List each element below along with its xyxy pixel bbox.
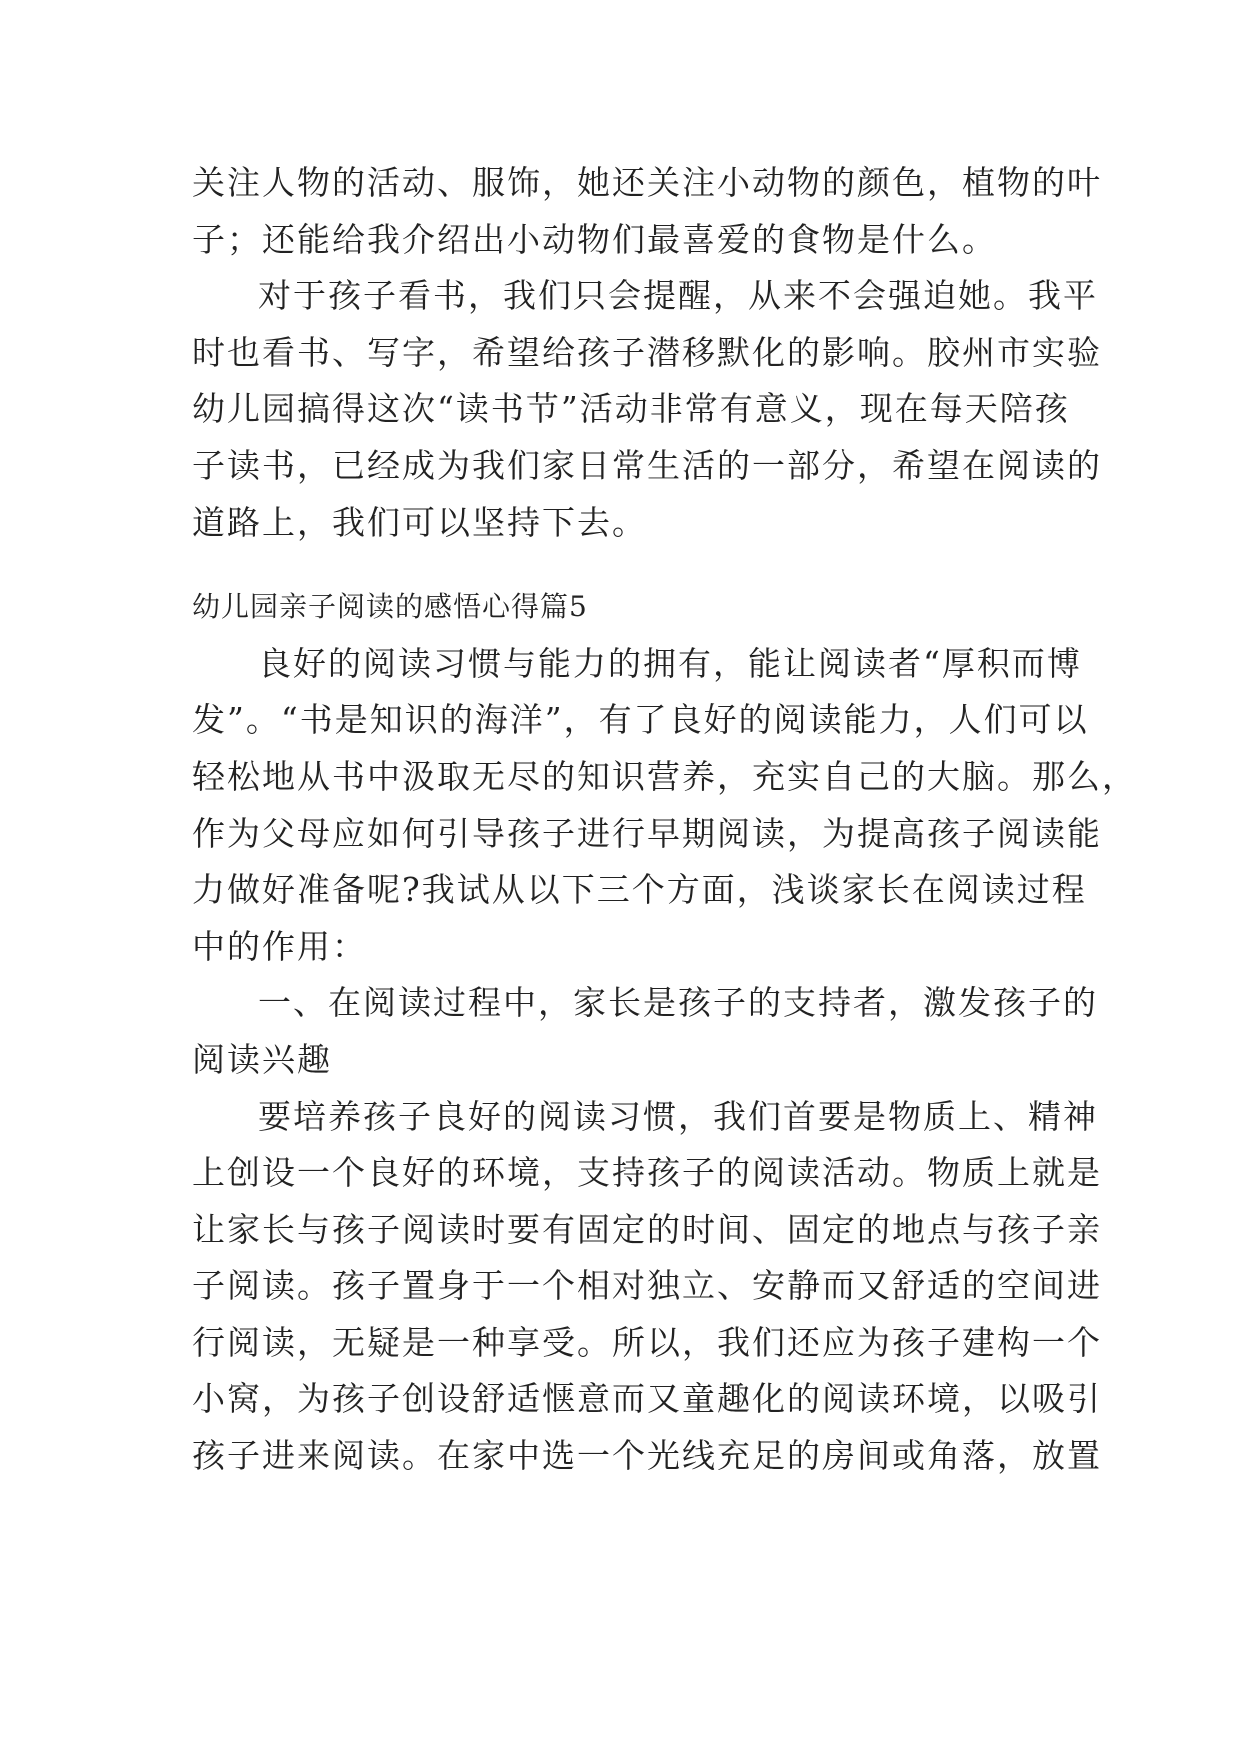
paragraph-line: 轻松地从书中汲取无尽的知识营养，充实自己的大脑。那么， [192, 756, 1137, 796]
paragraph-line: 上创设一个良好的环境，支持孩子的阅读活动。物质上就是 [192, 1153, 1102, 1193]
paragraph-line: 让家长与孩子阅读时要有固定的时间、固定的地点与孩子亲 [192, 1209, 1102, 1249]
paragraph-line: 小窝，为孩子创设舒适惬意而又童趣化的阅读环境，以吸引 [192, 1379, 1102, 1419]
paragraph-line: 阅读兴趣 [192, 1039, 332, 1079]
paragraph-line: 孩子进来阅读。在家中选一个光线充足的房间或角落，放置 [192, 1436, 1102, 1476]
paragraph-line: 子；还能给我介绍出小动物们最喜爱的食物是什么。 [192, 219, 997, 259]
paragraph-line: 子读书，已经成为我们家日常生活的一部分，希望在阅读的 [192, 445, 1102, 485]
paragraph-line: 幼儿园搞得这次“读书节”活动非常有意义，现在每天陪孩 [192, 389, 1070, 429]
paragraph-line: 关注人物的活动、服饰，她还关注小动物的颜色，植物的叶 [192, 163, 1102, 202]
section-heading: 幼儿园亲子阅读的感悟心得篇5 [192, 590, 588, 624]
paragraph-line: 力做好准备呢?我试从以下三个方面，浅谈家长在阅读过程 [192, 870, 1087, 910]
paragraph-line: 发”。“书是知识的海洋”，有了良好的阅读能力，人们可以 [192, 700, 1089, 740]
document-body [192, 155, 1137, 1485]
paragraph-line: 道路上，我们可以坚持下去。 [192, 502, 647, 542]
paragraph-line: 中的作用： [192, 926, 367, 966]
paragraph-line: 作为父母应如何引导孩子进行早期阅读，为提高孩子阅读能 [192, 813, 1102, 853]
paragraph-line: 良好的阅读习惯与能力的拥有，能让阅读者“厚积而博 [258, 643, 1082, 683]
paragraph-line: 要培养孩子良好的阅读习惯，我们首要是物质上、精神 [258, 1096, 1098, 1136]
paragraph-line: 时也看书、写字，希望给孩子潜移默化的影响。胶州市实验 [192, 332, 1102, 372]
paragraph-line: 行阅读，无疑是一种享受。所以，我们还应为孩子建构一个 [192, 1322, 1102, 1362]
paragraph-line: 对于孩子看书，我们只会提醒，从来不会强迫她。我平 [258, 276, 1098, 316]
paragraph-line: 子阅读。孩子置身于一个相对独立、安静而又舒适的空间进 [192, 1266, 1102, 1306]
paragraph-line: 一、在阅读过程中，家长是孩子的支持者，激发孩子的 [258, 983, 1098, 1023]
